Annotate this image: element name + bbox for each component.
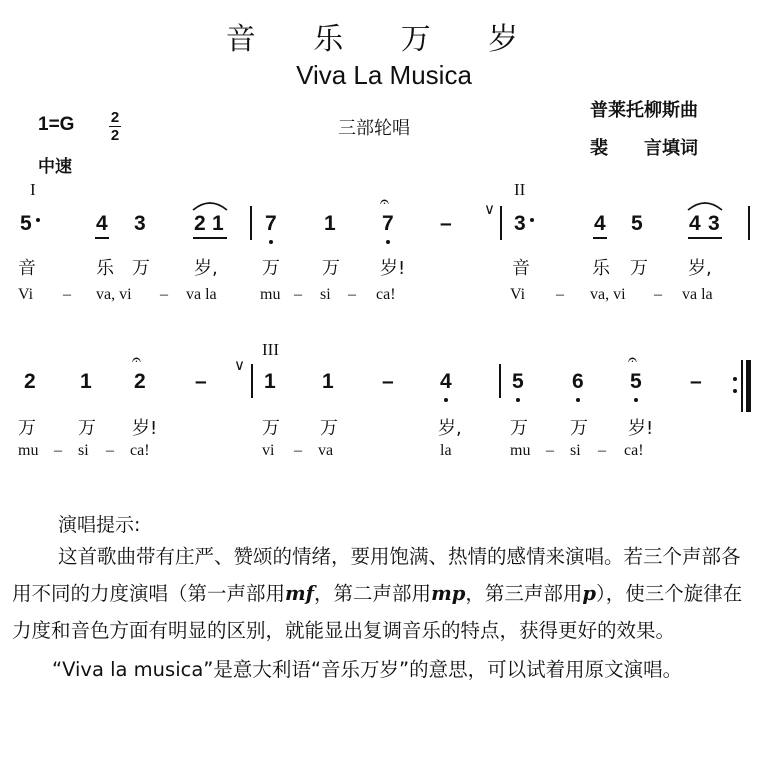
note: 1 <box>324 212 336 235</box>
note: 3 <box>708 212 720 235</box>
underline <box>593 237 607 239</box>
lyric-en: va <box>318 442 334 459</box>
lyric-cn: 万 <box>570 418 588 439</box>
note: 6 <box>572 370 584 393</box>
tips-text: ，第二声部用 <box>314 582 432 605</box>
note: 7 <box>382 212 394 235</box>
lyric-cn: 万 <box>322 258 340 279</box>
lyric-en: Vi <box>510 286 526 303</box>
lyric-en: la <box>440 442 452 459</box>
barline <box>748 206 750 240</box>
augmentation-dot <box>36 218 40 222</box>
lyric-en: mu <box>18 442 39 459</box>
octave-dot-below <box>634 398 638 402</box>
note: 4 <box>96 212 108 235</box>
repeat-dot <box>733 389 737 393</box>
dynamic-p: p <box>582 582 596 605</box>
time-signature <box>109 110 121 143</box>
song-subtitle: Viva La Musica <box>296 60 472 90</box>
note: 2 <box>24 370 36 393</box>
tips-text: 这首歌曲带有庄严、赞颂的情绪，要用饱满、热情的感情来演唱。若三个声部各用不同的力度演唱（第一声部用 <box>12 545 741 605</box>
lyric-en: mu <box>510 442 531 459</box>
breath-mark-icon: ∨ <box>234 356 245 374</box>
note: 5 <box>512 370 524 393</box>
note: 1 <box>80 370 92 393</box>
note: 1 <box>322 370 334 393</box>
lyric-en: – <box>294 442 302 459</box>
slur <box>686 198 724 212</box>
lyric-en: – <box>348 286 356 303</box>
lyric-cn: 万 <box>320 418 338 439</box>
note: 4 <box>440 370 452 393</box>
lyric-cn: 万 <box>18 418 36 439</box>
lyric-cn: 音 <box>18 258 36 279</box>
note-dash: – <box>195 370 207 393</box>
barline <box>250 206 252 240</box>
fermata-icon: 𝄐 <box>628 350 637 369</box>
underline <box>688 237 722 239</box>
lyric-en: – <box>106 442 114 459</box>
lyric-cn: 岁, <box>438 418 462 439</box>
lyric-cn: 岁! <box>380 258 406 279</box>
octave-dot-below <box>386 240 390 244</box>
tips-paragraph-1 <box>12 538 756 649</box>
repeat-dot <box>733 377 737 381</box>
tips-heading: 演唱提示: <box>58 514 141 536</box>
lyric-en: mu <box>260 286 281 303</box>
lyricist-credit: 裴 言填词 <box>590 138 698 159</box>
lyric-en: – <box>546 442 554 459</box>
slur <box>191 198 229 212</box>
octave-dot-below <box>269 240 273 244</box>
lyric-en: – <box>54 442 62 459</box>
key-signature: 1=G <box>38 114 75 135</box>
lyric-en: va, vi <box>590 286 626 303</box>
lyric-en: si <box>570 442 581 459</box>
lyric-cn: 万 <box>78 418 96 439</box>
barline <box>251 364 253 398</box>
octave-dot-below <box>444 398 448 402</box>
lyric-cn: 万 <box>132 258 150 279</box>
augmentation-dot <box>530 218 534 222</box>
lyric-cn: 岁! <box>132 418 158 439</box>
lyric-en: si <box>78 442 89 459</box>
note-dash: – <box>440 212 452 235</box>
barline <box>499 364 501 398</box>
lyric-cn: 岁, <box>688 258 712 279</box>
note: 7 <box>265 212 277 235</box>
tempo-marking: 中速 <box>38 157 72 177</box>
note: 2 <box>194 212 206 235</box>
lyric-en: vi <box>262 442 275 459</box>
note-dash: – <box>690 370 702 393</box>
lyric-en: – <box>598 442 606 459</box>
lyric-en: ca! <box>376 286 396 303</box>
underline <box>193 237 227 239</box>
note: 1 <box>212 212 224 235</box>
lyric-cn: 万 <box>262 258 280 279</box>
lyric-cn: 万 <box>510 418 528 439</box>
lyric-cn: 万 <box>630 258 648 279</box>
tips-paragraph-2: “Viva la musica”是意大利语“音乐万岁”的意思，可以试着用原文演唱。 <box>52 658 683 681</box>
composer-credit: 普莱托柳斯曲 <box>590 100 698 121</box>
lyric-en: va, vi <box>96 286 132 303</box>
round-label: 三部轮唱 <box>338 118 410 139</box>
note: 2 <box>134 370 146 393</box>
part-marker-3: III <box>262 340 279 359</box>
lyric-en: ca! <box>130 442 150 459</box>
fermata-icon: 𝄐 <box>132 350 141 369</box>
tips-body <box>12 538 756 688</box>
note: 5 <box>631 212 643 235</box>
lyric-en: – <box>654 286 662 303</box>
lyric-en: ca! <box>624 442 644 459</box>
lyric-en: – <box>160 286 168 303</box>
lyric-en: – <box>556 286 564 303</box>
dynamic-mp: mp <box>431 582 466 605</box>
lyric-cn: 乐 <box>96 258 114 279</box>
part-marker-1: I <box>30 180 36 199</box>
note: 3 <box>514 212 526 235</box>
song-title: 音 乐 万 岁 <box>225 22 543 57</box>
note: 5 <box>20 212 32 235</box>
lyric-en: si <box>320 286 331 303</box>
note: 1 <box>264 370 276 393</box>
lyric-cn: 万 <box>262 418 280 439</box>
lyric-cn: 乐 <box>592 258 610 279</box>
note-dash: – <box>382 370 394 393</box>
lyric-cn: 岁! <box>628 418 654 439</box>
breath-mark-icon: ∨ <box>484 200 495 218</box>
note: 5 <box>630 370 642 393</box>
lyric-en: – <box>63 286 71 303</box>
octave-dot-below <box>516 398 520 402</box>
barline <box>500 206 502 240</box>
underline <box>95 237 109 239</box>
note: 4 <box>689 212 701 235</box>
note: 4 <box>594 212 606 235</box>
note: 3 <box>134 212 146 235</box>
lyric-cn: 音 <box>512 258 530 279</box>
part-marker-2: II <box>514 180 526 199</box>
lyric-en: Vi <box>18 286 34 303</box>
lyric-en: va la <box>186 286 217 303</box>
fermata-icon: 𝄐 <box>380 192 389 211</box>
lyric-en: va la <box>682 286 713 303</box>
octave-dot-below <box>576 398 580 402</box>
meter-bottom: 2 <box>110 127 120 144</box>
dynamic-mf: mf <box>285 582 315 605</box>
lyric-en: – <box>294 286 302 303</box>
final-barline-thin <box>741 360 743 412</box>
tips-text: ，第三声部用 <box>465 582 583 605</box>
final-barline-thick <box>746 360 751 412</box>
meter-top: 2 <box>110 109 120 126</box>
tips-text: ），使三个旋律在力度和音色方面有明显的区别，就能显出复调音乐的特点，获得更好的效果。 <box>12 582 743 642</box>
lyric-cn: 岁, <box>194 258 218 279</box>
